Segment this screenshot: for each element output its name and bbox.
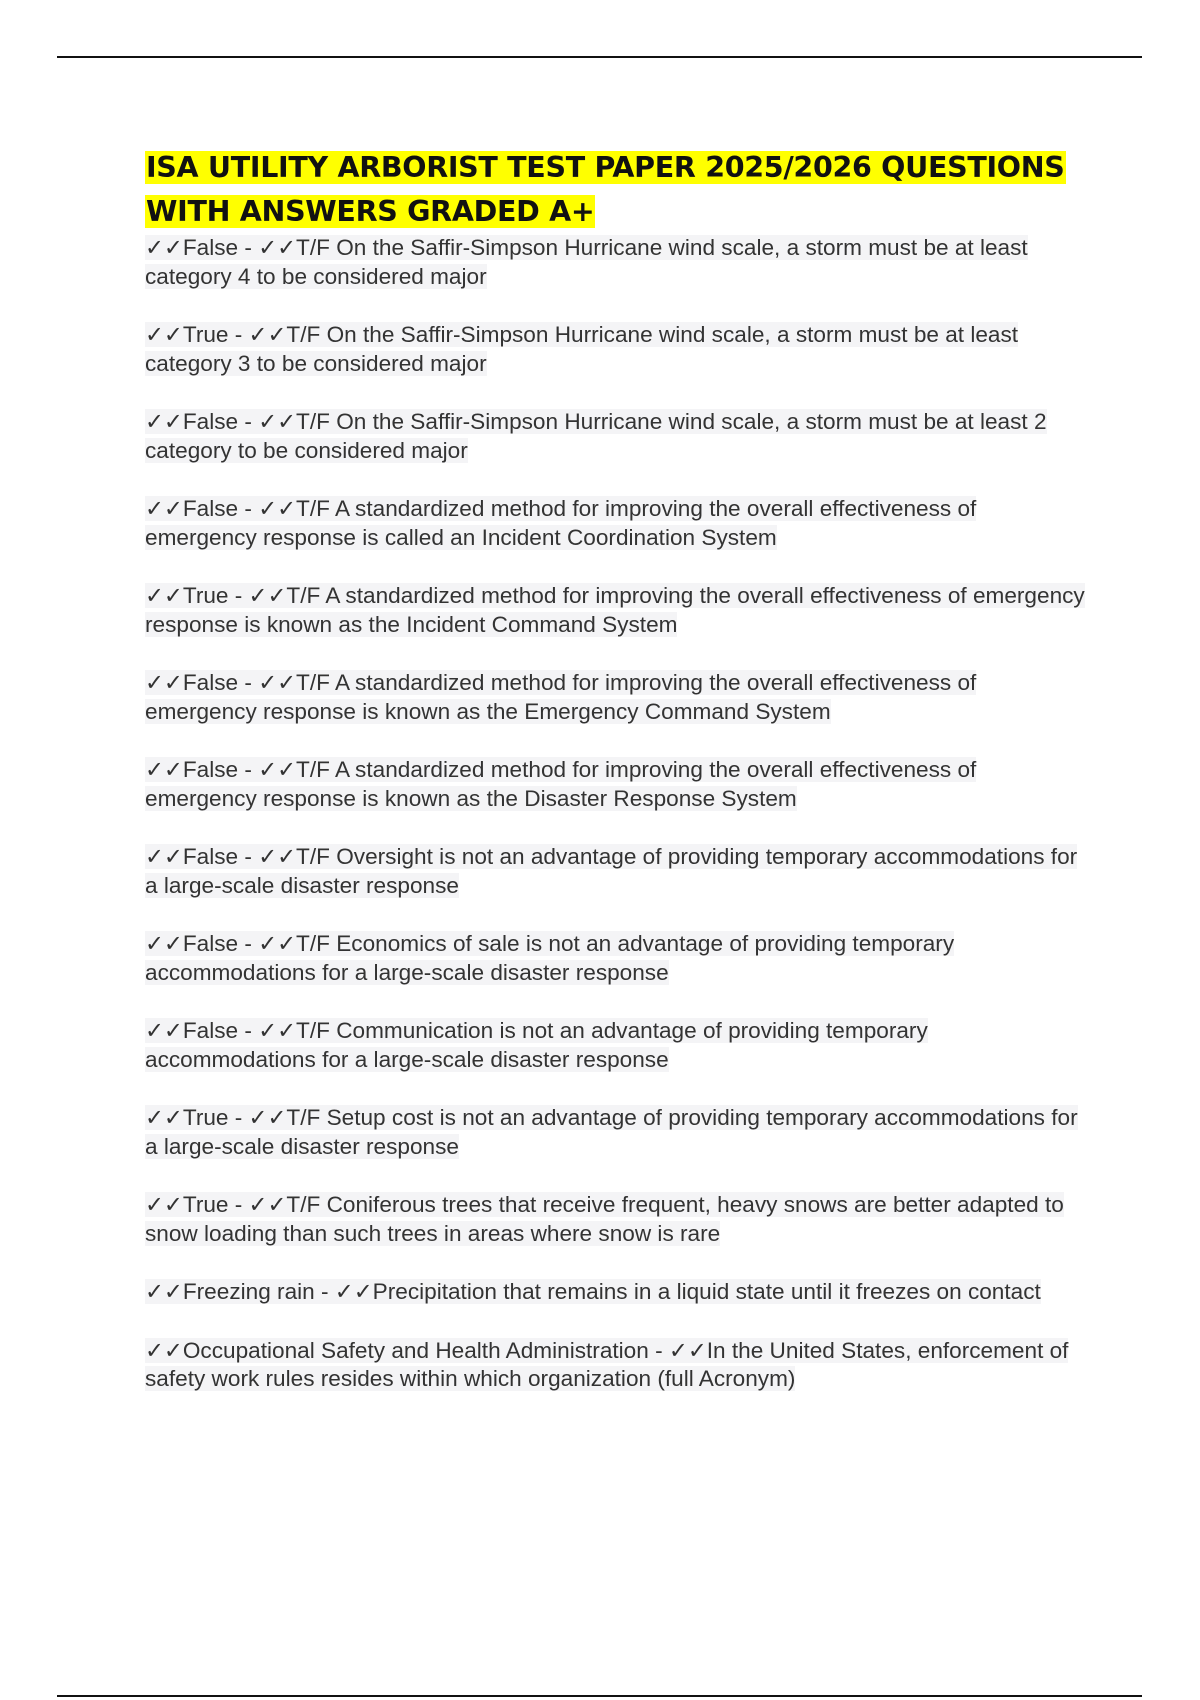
qa-item: ✓✓False - ✓✓T/F On the Saffir-Simpson Hurricane wind scale, a storm must be at least category 4 to be considered major	[145, 235, 1028, 289]
qa-item: ✓✓True - ✓✓T/F Coniferous trees that receive frequent, heavy snows are better adapted to snow loading than such trees in areas where snow is rare	[145, 1192, 1064, 1246]
title-highlight: ISA UTILITY ARBORIST TEST PAPER 2025/2026 QUESTIONS WITH ANSWERS GRADED A+	[146, 151, 1065, 228]
qa-item: ✓✓False - ✓✓T/F Economics of sale is not an advantage of providing temporary accommodations for a large-scale disaster response	[145, 931, 955, 985]
qa-item: ✓✓False - ✓✓T/F On the Saffir-Simpson Hurricane wind scale, a storm must be at least 2 category to be considered major	[145, 409, 1047, 463]
qa-item: ✓✓False - ✓✓T/F Oversight is not an advantage of providing temporary accommodations for a large-scale disaster response	[145, 844, 1078, 898]
qa-item: ✓✓Occupational Safety and Health Administration - ✓✓In the United States, enforcement of safety work rules resides within which organization (full Acronym)	[145, 1337, 1069, 1391]
qa-item: ✓✓False - ✓✓T/F A standardized method for improving the overall effectiveness of emergency response is known as the Emergency Command System	[145, 670, 977, 724]
qa-item: ✓✓True - ✓✓T/F Setup cost is not an advantage of providing temporary accommodations for a large-scale disaster response	[145, 1105, 1078, 1159]
qa-item: ✓✓False - ✓✓T/F A standardized method for improving the overall effectiveness of emergency response is known as the Disaster Response System	[145, 757, 977, 811]
document-title	[145, 146, 1090, 234]
qa-item: ✓✓False - ✓✓T/F Communication is not an advantage of providing temporary accommodations for a large-scale disaster response	[145, 1018, 928, 1072]
bottom-rule	[57, 1695, 1142, 1697]
qa-item: ✓✓True - ✓✓T/F A standardized method for improving the overall effectiveness of emergency response is known as the Incident Command System	[145, 583, 1085, 637]
document-body	[145, 146, 1090, 1424]
top-rule	[57, 56, 1142, 58]
qa-item: ✓✓False - ✓✓T/F A standardized method for improving the overall effectiveness of emergency response is called an Incident Coordination System	[145, 496, 977, 550]
qa-list	[145, 234, 1090, 1394]
qa-item: ✓✓True - ✓✓T/F On the Saffir-Simpson Hurricane wind scale, a storm must be at least category 3 to be considered major	[145, 322, 1019, 376]
qa-item: ✓✓Freezing rain - ✓✓Precipitation that remains in a liquid state until it freezes on contact	[145, 1279, 1041, 1304]
